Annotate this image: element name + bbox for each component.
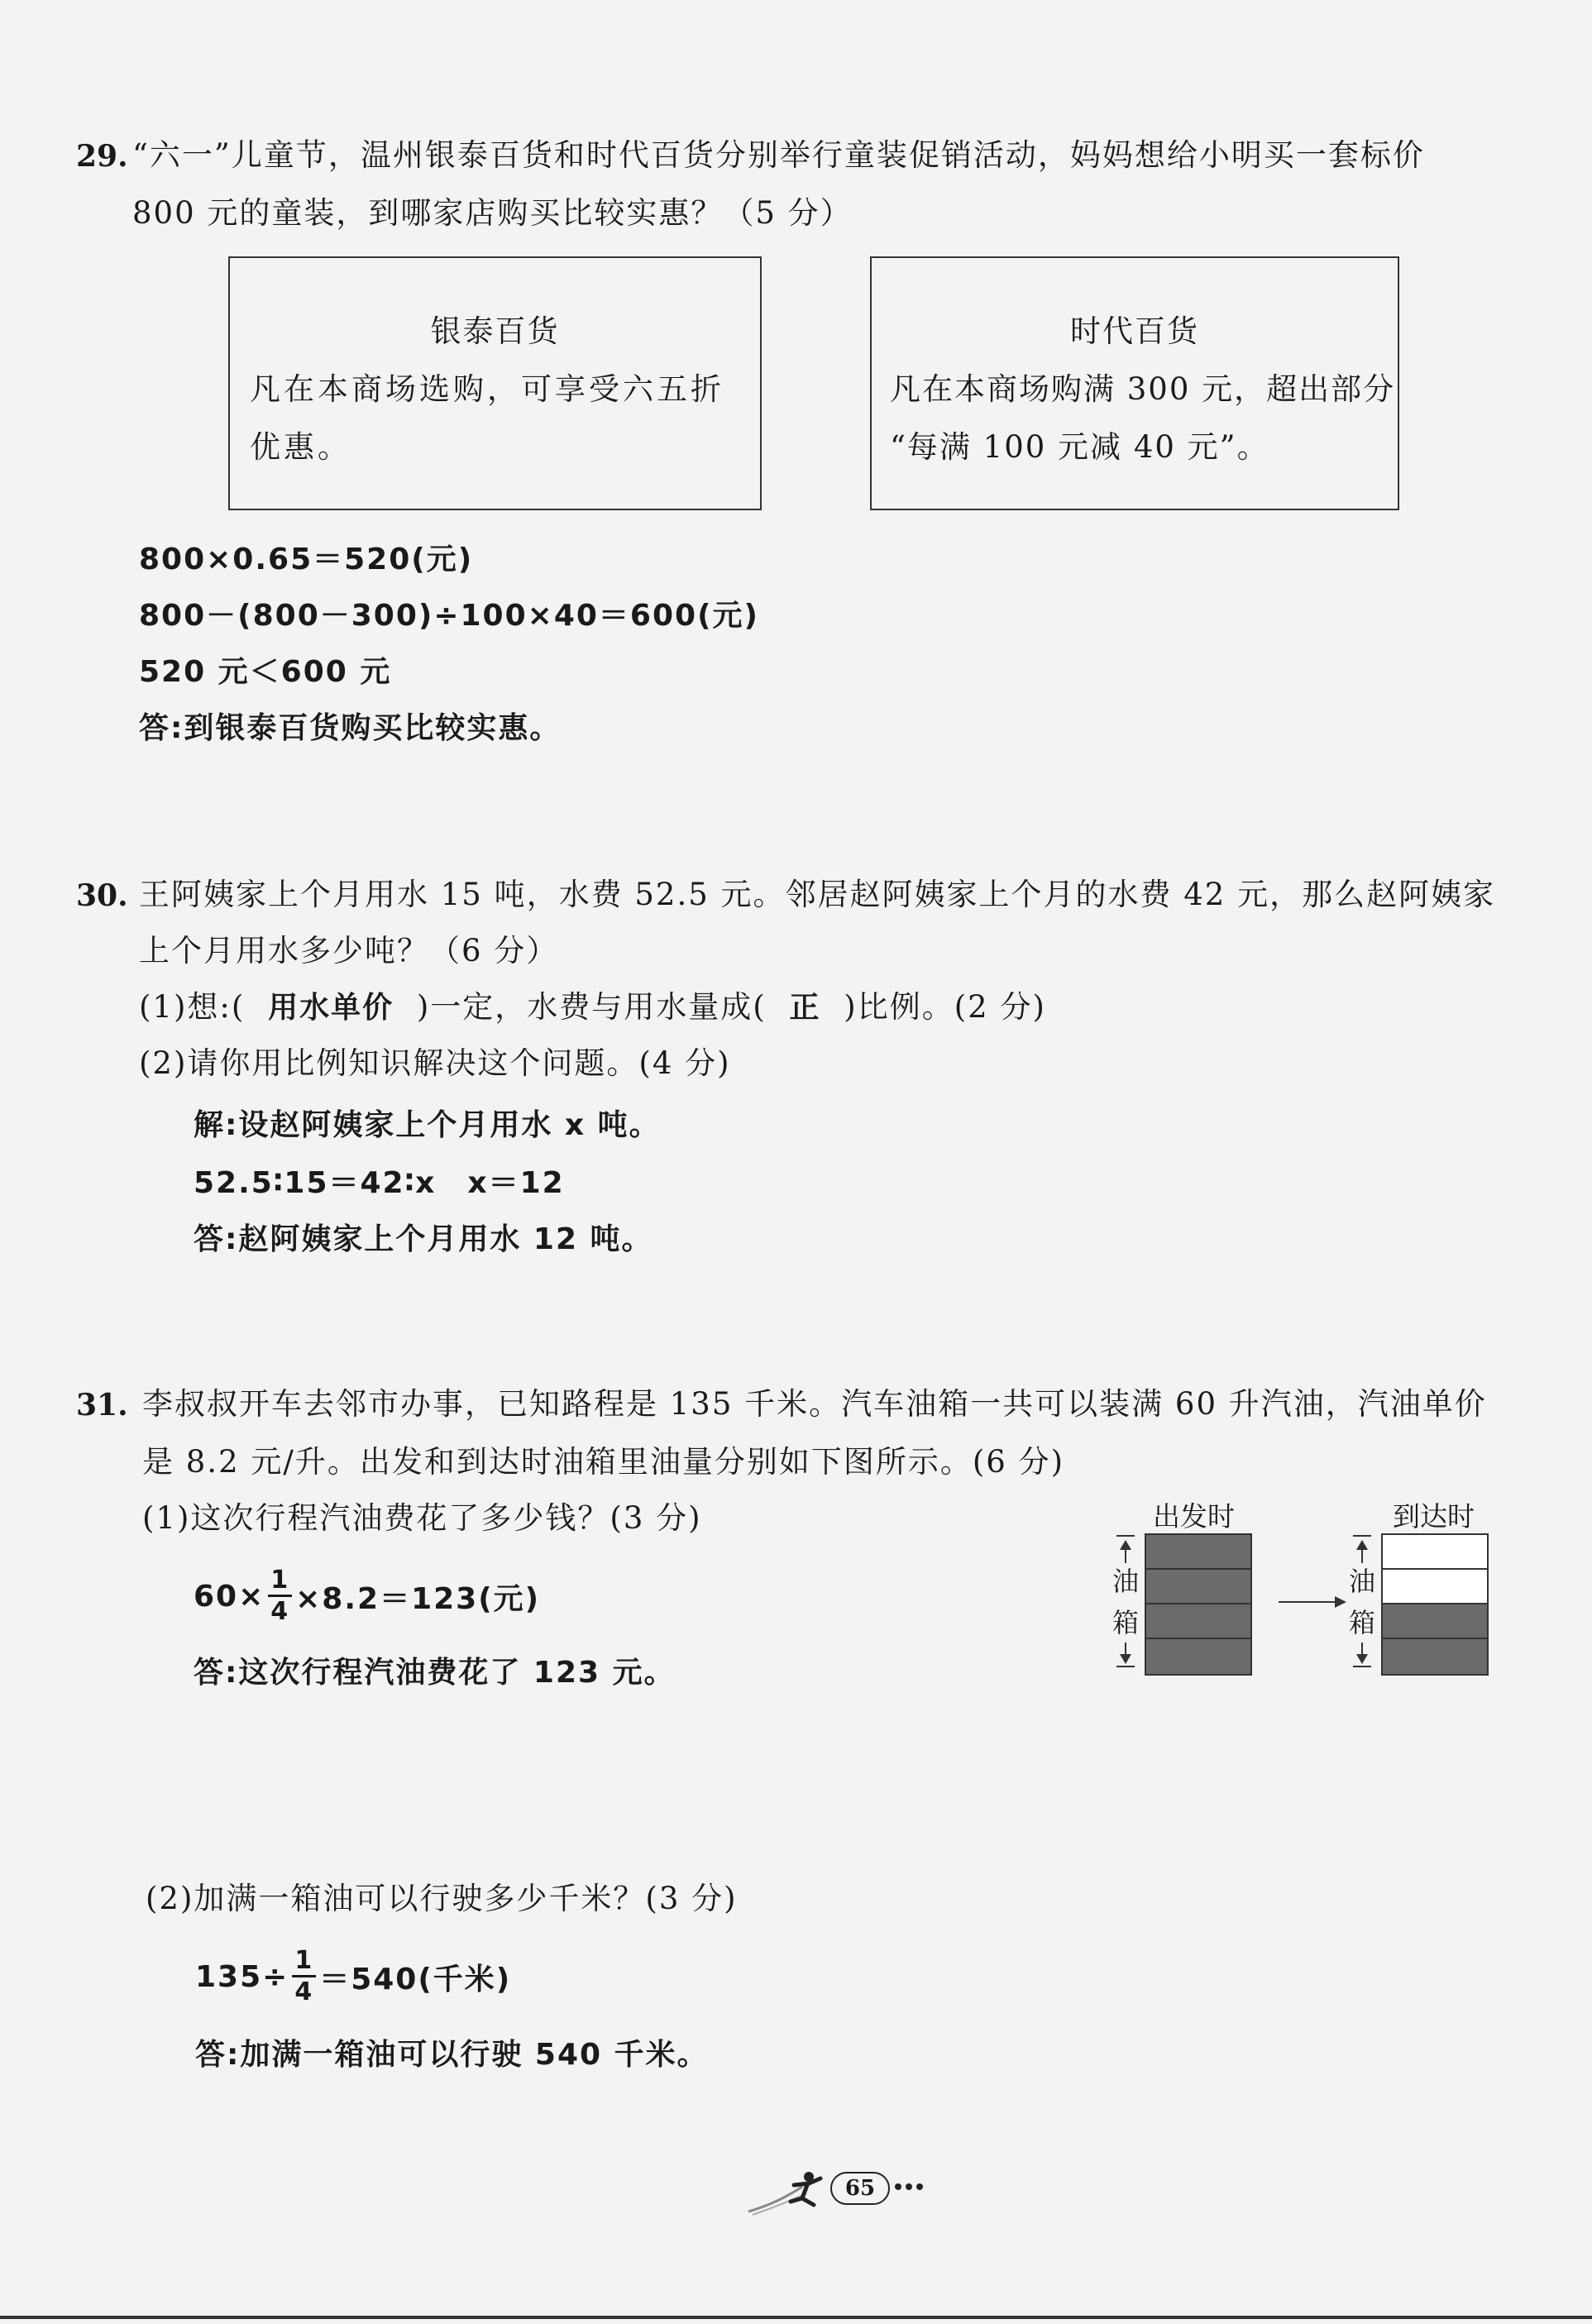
tank-arrive xyxy=(1381,1533,1489,1676)
tank-arrive-segment-1-empty xyxy=(1383,1535,1487,1570)
q29-text-line1: “六一”儿童节，温州银泰百货和时代百货分别举行童装促销活动，妈妈想给小明买一套标价 xyxy=(132,137,1425,173)
q30-fill-unit-price: 用水单价 xyxy=(268,991,394,1025)
yintai-line1: 凡在本商场选购，可享受六五折 xyxy=(250,371,724,407)
fraction-denominator-2: 4 xyxy=(294,1977,314,2006)
fraction-denominator: 4 xyxy=(270,1597,290,1626)
tank-arrive-label: 到达时 xyxy=(1393,1500,1475,1533)
yintai-title: 银泰百货 xyxy=(430,313,560,349)
q30-part1-b: )一定，水费与用水量成( xyxy=(416,989,767,1025)
q29-text-line2: 800 元的童装，到哪家店购买比较实惠？（5 分） xyxy=(132,195,853,231)
q31-text-line2: 是 8.2 元/升。出发和到达时油箱里油量分别如下图所示。(6 分) xyxy=(142,1444,1065,1480)
tank-depart-arrow-line2 xyxy=(1125,1643,1126,1654)
right-arrowhead xyxy=(1335,1596,1346,1608)
q31-answer2-equation xyxy=(195,1935,511,2018)
tank-depart-side-char2: 箱 xyxy=(1112,1607,1139,1638)
tank-depart-arrow-down-icon xyxy=(1120,1654,1131,1664)
q30-answer-line3: 答:赵阿姨家上个月用水 12 吨。 xyxy=(194,1222,653,1256)
q31-ans2-post: ＝540(千米) xyxy=(319,1962,512,1996)
tank-depart-arrow-line xyxy=(1125,1548,1126,1563)
q30-part1-a: (1)想:( xyxy=(139,989,246,1025)
q30-fill-proportion: 正 xyxy=(789,991,821,1025)
page-number-badge xyxy=(830,2172,890,2205)
q31-answer1-text: 答:这次行程汽油费花了 123 元。 xyxy=(194,1656,676,1690)
q30-text-line1: 王阿姨家上个月用水 15 吨，水费 52.5 元。邻居赵阿姨家上个月的水费 42 元，那么赵阿姨家 xyxy=(139,877,1496,912)
q31-fraction-quarter-2 xyxy=(292,1946,316,2006)
q30-part2: (2)请你用比例知识解决这个问题。(4 分) xyxy=(139,1045,731,1081)
q29-answer-line2: 800－(800－300)÷100×40＝600(元) xyxy=(139,599,759,633)
q31-number: 31. xyxy=(76,1388,128,1423)
tank-arrive-arrow-line xyxy=(1361,1548,1363,1563)
tank-depart-bottom-tick xyxy=(1116,1666,1135,1667)
q31-part2: (2)加满一箱油可以行驶多少千米？(3 分) xyxy=(146,1881,738,1916)
q31-ans1-pre: 60× xyxy=(194,1579,265,1614)
tank-depart-segment-4-full xyxy=(1146,1639,1250,1674)
q29-answer-line4: 答:到银泰百货购买比较实惠。 xyxy=(139,711,562,745)
tank-depart xyxy=(1145,1533,1252,1676)
bottom-border-line xyxy=(0,2316,1592,2319)
tank-arrive-arrow-down-icon xyxy=(1356,1654,1368,1664)
q31-part1: (1)这次行程汽油费花了多少钱？(3 分) xyxy=(142,1500,702,1536)
q29-answer-line3: 520 元＜600 元 xyxy=(139,655,392,689)
tank-depart-side-char1: 油 xyxy=(1112,1566,1139,1597)
q29-answer-line1: 800×0.65＝520(元) xyxy=(139,543,474,576)
page-number: 65 xyxy=(844,2176,876,2201)
q30-answer-line2: 52.5∶15＝42∶x x＝12 xyxy=(194,1166,565,1200)
yintai-promo-box xyxy=(228,256,762,510)
q31-fraction-quarter xyxy=(268,1568,292,1624)
q31-ans2-pre: 135÷ xyxy=(195,1959,289,1994)
tank-depart-segment-2-full xyxy=(1146,1570,1250,1604)
yintai-line2: 优惠。 xyxy=(250,429,351,465)
tank-depart-segment-3-full xyxy=(1146,1604,1250,1639)
q31-answer2-text: 答:加满一箱油可以行驶 540 千米。 xyxy=(195,2038,709,2072)
tank-arrive-side-char1: 油 xyxy=(1348,1566,1375,1597)
shidai-promo-box xyxy=(870,256,1399,510)
shidai-line1: 凡在本商场购满 300 元，超出部分 xyxy=(890,371,1396,407)
tank-arrive-side-char2: 箱 xyxy=(1348,1607,1375,1638)
tank-depart-segment-1-full xyxy=(1146,1535,1250,1570)
q31-text-line1: 李叔叔开车去邻市办事，已知路程是 135 千米。汽车油箱一共可以装满 60 升汽油，汽油单价 xyxy=(142,1386,1487,1422)
q30-part1-c: )比例。(2 分) xyxy=(844,989,1046,1025)
tank-arrive-segment-3-full xyxy=(1383,1604,1487,1639)
tank-depart-label: 出发时 xyxy=(1153,1500,1235,1533)
page-dots xyxy=(895,2183,925,2192)
shidai-line2: “每满 100 元减 40 元”。 xyxy=(890,429,1269,465)
q30-text-line2: 上个月用水多少吨？（6 分） xyxy=(139,933,559,968)
q30-part1 xyxy=(139,987,1046,1028)
shidai-title: 时代百货 xyxy=(1070,313,1199,349)
fraction-numerator: 1 xyxy=(268,1568,292,1597)
q31-answer1-equation xyxy=(194,1555,540,1638)
tank-arrive-arrow-line2 xyxy=(1361,1643,1363,1654)
q29-number: 29. xyxy=(76,139,128,174)
tank-arrive-segment-2-empty xyxy=(1383,1570,1487,1604)
right-arrow-icon xyxy=(1279,1601,1340,1603)
q30-answer-line1: 解:设赵阿姨家上个月用水 x 吨。 xyxy=(194,1108,661,1142)
tank-arrive-bottom-tick xyxy=(1353,1666,1371,1667)
fraction-numerator-2: 1 xyxy=(292,1949,316,1977)
tank-depart-top-tick xyxy=(1116,1535,1135,1537)
tank-arrive-segment-4-full xyxy=(1383,1639,1487,1674)
q31-ans1-post: ×8.2＝123(元) xyxy=(295,1581,541,1616)
q30-number: 30. xyxy=(76,878,128,913)
tank-arrive-top-tick xyxy=(1353,1535,1371,1537)
runner-logo-icon xyxy=(744,2162,827,2220)
